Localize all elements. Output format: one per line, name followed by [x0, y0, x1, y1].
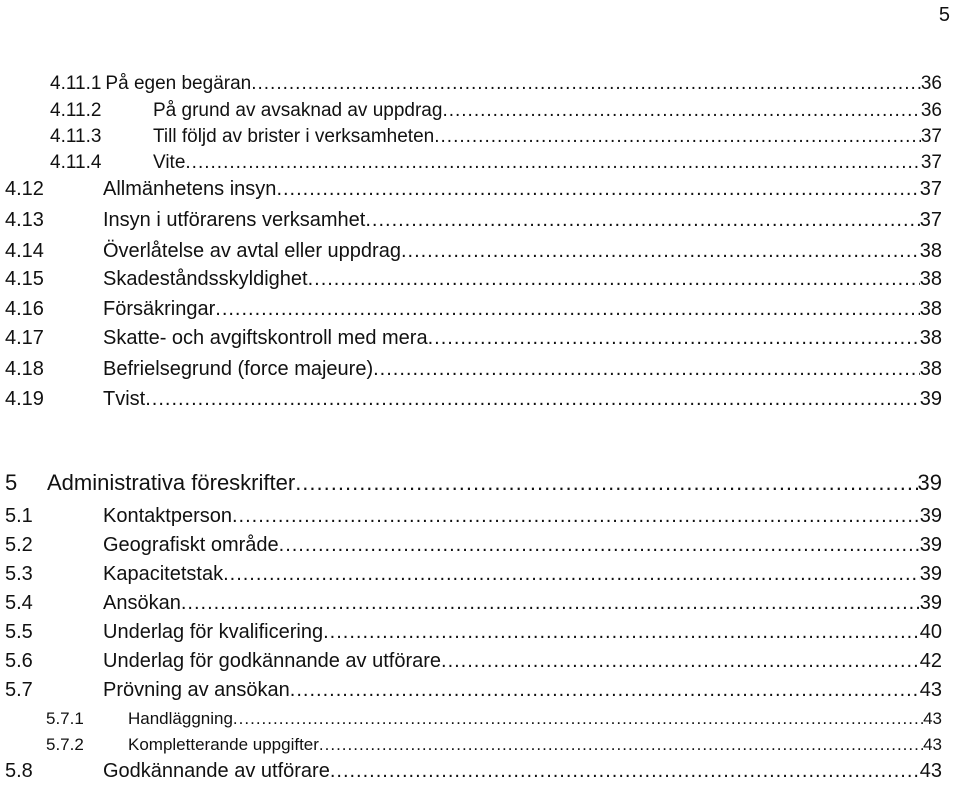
- toc-entry-4-17[interactable]: [5, 327, 942, 350]
- toc-entry-number: 4.17: [5, 327, 44, 349]
- toc-entry-number: 4.11.3: [50, 126, 102, 147]
- toc-entry-title: Godkännande av utförare: [103, 760, 330, 782]
- toc-dot-leader: [279, 534, 920, 557]
- toc-entry-page: 37: [919, 178, 942, 200]
- toc-entry-number: 5.8: [5, 760, 33, 782]
- toc-entry-number: 4.12: [5, 178, 44, 200]
- toc-entry-5-2[interactable]: [5, 534, 942, 557]
- toc-dot-leader: [373, 358, 920, 381]
- toc-entry-title: Till följd av brister i verksamheten: [153, 126, 435, 147]
- toc-dot-leader: [401, 240, 920, 263]
- toc-entry-page: 38: [919, 298, 942, 320]
- toc-entry-number: 5.3: [5, 563, 33, 585]
- page-number: 5: [938, 4, 950, 26]
- toc-dot-leader: [295, 470, 917, 496]
- toc-dot-leader: [319, 735, 923, 755]
- toc-entry-4-16[interactable]: [5, 298, 942, 321]
- toc-entry-4-12[interactable]: [5, 178, 942, 201]
- toc-entry-5-5[interactable]: [5, 621, 942, 644]
- toc-entry-number: 4.18: [5, 358, 44, 380]
- toc-entry-title: Tvist: [103, 388, 146, 410]
- toc-entry-page: 36: [920, 73, 942, 94]
- toc-entry-number: 4.11.2: [50, 100, 102, 121]
- toc-entry-4-13[interactable]: [5, 209, 942, 232]
- toc-entry-title: Administrativa föreskrifter: [47, 470, 296, 495]
- toc-entry-number: 5.5: [5, 621, 33, 643]
- toc-entry-title: Vite: [153, 152, 186, 173]
- toc-dot-leader: [276, 178, 919, 201]
- toc-entry-title: Ansökan: [103, 592, 181, 614]
- toc-entry-number: 4.11.1: [50, 73, 102, 94]
- toc-entry-page: 37: [920, 126, 942, 147]
- toc-entry-page: 38: [919, 327, 942, 349]
- toc-entry-title: Överlåtelse av avtal eller uppdrag: [103, 240, 401, 262]
- toc-entry-title: Kontaktperson: [103, 505, 232, 527]
- toc-entry-5-3[interactable]: [5, 563, 942, 586]
- toc-entry-5-1[interactable]: [5, 505, 942, 528]
- toc-entry-page: 37: [919, 209, 942, 231]
- toc-entry-5-4[interactable]: [5, 592, 942, 615]
- toc-entry-4-19[interactable]: [5, 388, 942, 411]
- toc-entry-title: Handläggning: [128, 709, 233, 728]
- toc-dot-leader: [185, 152, 920, 174]
- toc-entry-page: 39: [919, 592, 942, 614]
- toc-entry-number: 5.7.1: [46, 709, 84, 728]
- toc-entry-title: Kapacitetstak: [103, 563, 224, 585]
- toc-entry-page: 39: [919, 388, 942, 410]
- toc-entry-4-11-1[interactable]: [50, 73, 942, 95]
- toc-dot-leader: [232, 505, 920, 528]
- toc-entry-4-14[interactable]: [5, 240, 942, 263]
- toc-dot-leader: [145, 388, 920, 411]
- toc-entry-title: Försäkringar: [103, 298, 216, 320]
- toc-entry-page: 43: [919, 679, 942, 701]
- toc-entry-title: Befrielsegrund (force majeure): [103, 358, 374, 380]
- toc-dot-leader: [323, 621, 920, 644]
- toc-dot-leader: [290, 679, 920, 702]
- toc-entry-title: På grund av avsaknad av uppdrag: [153, 100, 443, 121]
- toc-entry-number: 5.1: [5, 505, 33, 527]
- toc-dot-leader: [251, 73, 921, 95]
- toc-entry-number: 5.7.2: [46, 735, 84, 754]
- toc-entry-5-7-2[interactable]: [46, 735, 942, 755]
- toc-entry-page: 36: [920, 100, 942, 121]
- toc-entry-page: 38: [919, 240, 942, 262]
- toc-entry-page: 43: [919, 760, 942, 782]
- toc-entry-page: 37: [920, 152, 942, 173]
- toc-entry-page: 38: [919, 358, 942, 380]
- toc-entry-4-18[interactable]: [5, 358, 942, 381]
- toc-entry-title: Prövning av ansökan: [103, 679, 290, 701]
- toc-dot-leader: [442, 100, 920, 122]
- toc-entry-number: 4.15: [5, 268, 44, 290]
- toc-entry-page: 40: [919, 621, 942, 643]
- toc-entry-5-8[interactable]: [5, 760, 942, 783]
- toc-entry-number: 5.2: [5, 534, 33, 556]
- toc-entry-number: 4.13: [5, 209, 44, 231]
- toc-entry-title: Skatte- och avgiftskontroll med mera: [103, 327, 428, 349]
- toc-entry-number: 4.14: [5, 240, 44, 262]
- toc-entry-4-11-4[interactable]: [50, 152, 942, 174]
- toc-entry-number: 5.7: [5, 679, 33, 701]
- toc-dot-leader: [215, 298, 919, 321]
- toc-entry-page: 43: [923, 709, 942, 728]
- toc-entry-title: Geografiskt område: [103, 534, 279, 556]
- toc-dot-leader: [330, 760, 920, 783]
- toc-entry-page: 43: [923, 735, 942, 754]
- toc-entry-page: 38: [919, 268, 942, 290]
- toc-dot-leader: [233, 709, 923, 729]
- toc-entry-4-15[interactable]: [5, 268, 942, 291]
- toc-entry-4-11-2[interactable]: [50, 100, 942, 122]
- toc-dot-leader: [365, 209, 919, 232]
- toc-dot-leader: [428, 327, 920, 350]
- toc-entry-title: Allmänhetens insyn: [103, 178, 277, 200]
- toc-entry-5-7[interactable]: [5, 679, 942, 702]
- toc-dot-leader: [223, 563, 920, 586]
- toc-entry-page: 42: [919, 650, 942, 672]
- toc-entry-4-11-3[interactable]: [50, 126, 942, 148]
- toc-entry-number: 4.16: [5, 298, 44, 320]
- toc-entry-5-6[interactable]: [5, 650, 942, 673]
- toc-dot-leader: [308, 268, 920, 291]
- toc-dot-leader: [441, 650, 920, 673]
- toc-entry-5[interactable]: [5, 470, 942, 496]
- toc-entry-5-7-1[interactable]: [46, 709, 942, 729]
- toc-entry-title: Kompletterande uppgifter: [128, 735, 319, 754]
- toc-entry-title: Underlag för godkännande av utförare: [103, 650, 442, 672]
- toc-entry-title: Skadeståndsskyldighet: [103, 268, 308, 290]
- toc-entry-title: Insyn i utförarens verksamhet: [103, 209, 366, 231]
- toc-entry-number: 4.19: [5, 388, 44, 410]
- toc-entry-title: Underlag för kvalificering: [103, 621, 324, 643]
- toc-entry-page: 39: [919, 534, 942, 556]
- toc-entry-page: 39: [919, 505, 942, 527]
- toc-entry-title: På egen begäran: [105, 73, 252, 94]
- toc-entry-number: 4.11.4: [50, 152, 102, 173]
- toc-entry-number: 5.4: [5, 592, 33, 614]
- toc-entry-number: 5: [5, 470, 18, 495]
- toc-entry-number: 5.6: [5, 650, 33, 672]
- toc-entry-page: 39: [919, 563, 942, 585]
- toc-dot-leader: [181, 592, 920, 615]
- toc-dot-leader: [434, 126, 921, 148]
- toc-entry-page: 39: [917, 470, 942, 495]
